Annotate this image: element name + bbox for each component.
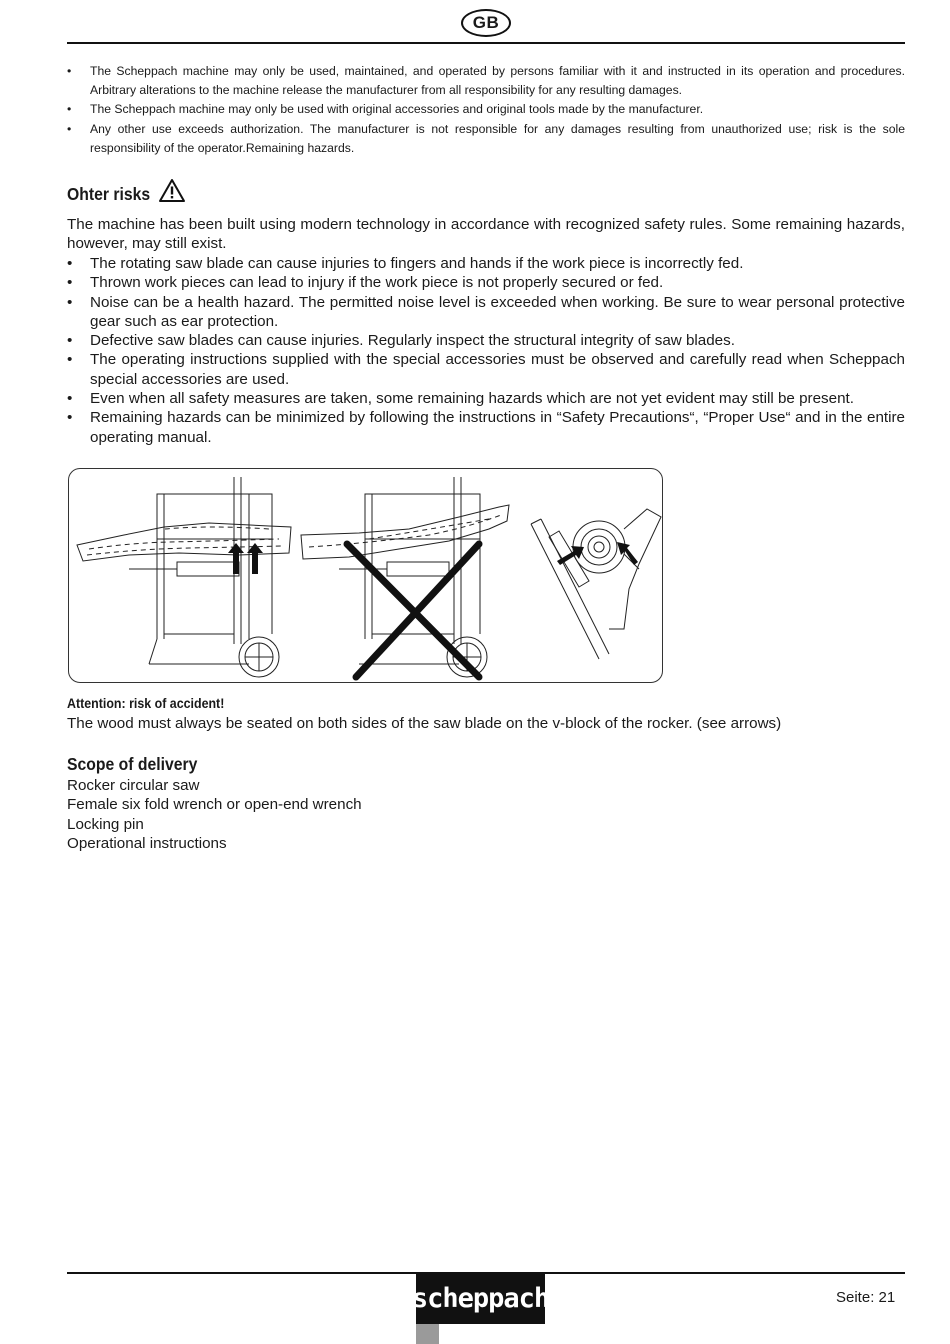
scope-of-delivery-list xyxy=(67,776,362,853)
list-item: Operational instructions xyxy=(67,834,227,852)
other-risks-list xyxy=(67,254,905,447)
list-item: • Even when all safety measures are taken, some remaining hazards which are not yet evident may still be present. xyxy=(67,389,905,408)
list-item: • Defective saw blades can cause injuries. Regularly inspect the structural integrity of saw blades. xyxy=(67,331,905,350)
page-label: Seite: xyxy=(836,1289,875,1306)
list-item: • The rotating saw blade can cause injuries to fingers and hands if the work piece is incorrectly fed. xyxy=(67,254,905,273)
intro-bullet-list xyxy=(67,62,905,158)
list-item: • The Scheppach machine may only be used, maintained, and operated by persons familiar with it and instructed in its operation and procedures. Arbitrary alterations to the machine release the manufacturer from all responsibility for any resulting damages. xyxy=(67,62,905,100)
header-rule xyxy=(67,42,905,44)
scheppach-logo: scheppach xyxy=(416,1273,545,1324)
attention-text: The wood must always be seated on both sides of the saw blade on the v-block of the rocker. (see arrows) xyxy=(67,715,782,732)
list-item: • Noise can be a health hazard. The permitted noise level is exceeded when working. Be sure to wear personal protective gear such as ear protection. xyxy=(67,293,905,332)
list-item: • Any other use exceeds authorization. The manufacturer is not responsible for any damages resulting from unauthorized use; risk is the sole responsibility of the operator.Remaining hazards. xyxy=(67,120,905,158)
list-item: • The operating instructions supplied with the special accessories must be observed and carefully read when Scheppach special accessories are used. xyxy=(67,350,905,389)
warning-triangle-icon xyxy=(158,178,186,203)
prohibited-x-mark xyxy=(347,544,479,677)
scope-of-delivery-heading: Scope of delivery xyxy=(67,754,198,774)
page-value: 21 xyxy=(878,1289,896,1306)
rocker-saw-diagram xyxy=(69,469,663,683)
saw-illustration-figure xyxy=(68,468,663,683)
arrow-icon xyxy=(228,543,244,574)
other-risks-intro: The machine has been built using modern technology in accordance with recognized safety rules. Some remaining hazards, however, may still exist. xyxy=(67,216,905,253)
other-risks-heading: Ohter risks xyxy=(67,184,151,204)
page-number xyxy=(836,1289,895,1306)
attention-title: Attention: risk of accident! xyxy=(67,696,225,711)
list-item: • Remaining hazards can be minimized by following the instructions in “Safety Precautions“, “Proper Use“ and in the entire operating manual. xyxy=(67,408,905,447)
incorrect-placement-drawing xyxy=(301,477,509,677)
country-badge: GB xyxy=(461,9,511,37)
correct-placement-drawing xyxy=(77,477,291,677)
side-view-drawing xyxy=(531,509,661,659)
list-item: • Thrown work pieces can lead to injury if the work piece is not properly secured or fed. xyxy=(67,273,905,292)
list-item: Female six fold wrench or open-end wrench xyxy=(67,796,362,814)
list-item: • The Scheppach machine may only be used with original accessories and original tools made by the manufacturer. xyxy=(67,100,905,119)
list-item: Locking pin xyxy=(67,815,144,833)
arrow-icon xyxy=(557,546,584,565)
logo-tab xyxy=(416,1324,439,1344)
list-item: Rocker circular saw xyxy=(67,777,200,794)
